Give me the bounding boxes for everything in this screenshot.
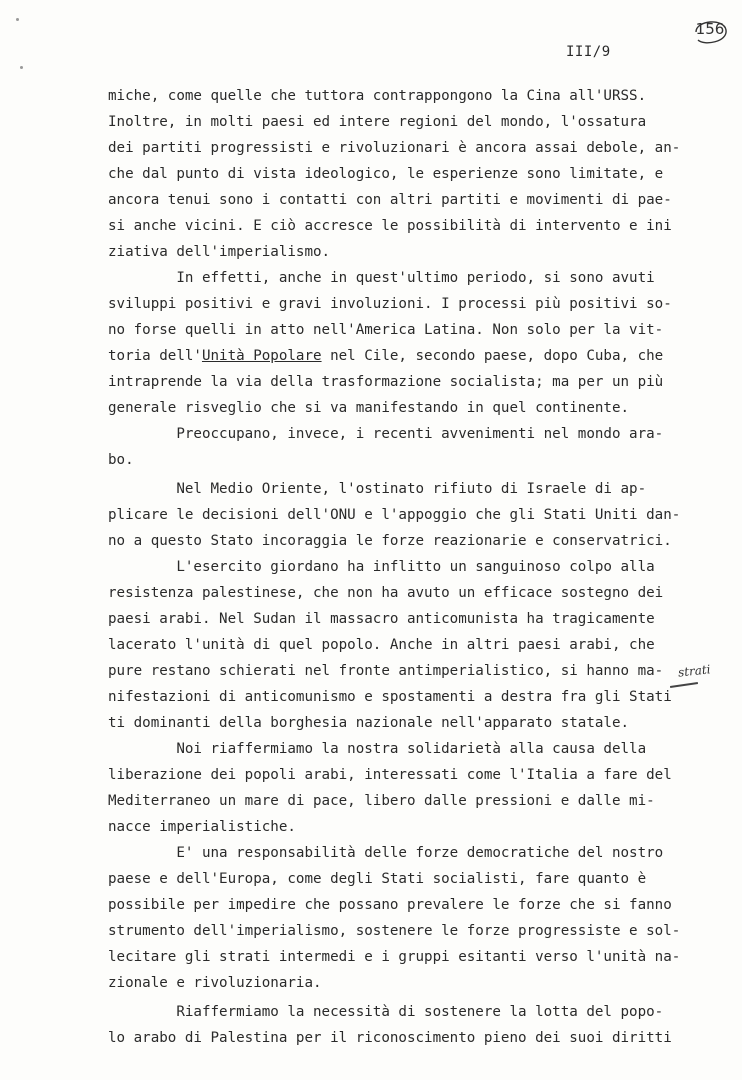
text-line: strumento dell'imperialismo, sostenere le forze progressiste e sol- [108,923,681,939]
text-line: lo arabo di Palestina per il riconoscimento pieno dei suoi diritti [108,1030,672,1046]
text-line: lacerato l'unità di quel popolo. Anche in altri paesi arabi, che [108,637,655,653]
page-number: III/9 [566,44,611,60]
text-line: intraprende la via della trasformazione socialista; ma per un più [108,374,664,390]
text-line: E' una responsabilità delle forze democratiche del nostro [108,845,664,861]
text-line: liberazione dei popoli arabi, interessati come l'Italia a fare del [108,767,672,783]
speck [20,66,23,69]
strikethrough-mark [670,682,698,688]
text-line: paese e dell'Europa, come degli Stati socialisti, fare quanto è [108,871,647,887]
text-fragment: toria dell' [108,348,202,364]
text-line: sviluppi positivi e gravi involuzioni. I processi più positivi so- [108,296,672,312]
stamp-number: 156 [695,20,725,38]
text-line: ziativa dell'imperialismo. [108,244,331,260]
text-line: generale risveglio che si va manifestando in quel continente. [108,400,630,416]
text-line: resistenza palestinese, che non ha avuto un efficace sostegno dei [108,585,664,601]
text-line: L'esercito giordano ha inflitto un sanguinoso colpo alla [108,559,655,575]
underlined-term: Unità Popolare [201,348,322,364]
text-line: nifestazioni di anticomunismo e spostamenti a destra fra gli Stati [108,689,672,705]
text-line: si anche vicini. E ciò accresce le possibilità di intervento e ini [108,218,672,234]
text-line: nacce imperialistiche. [108,819,296,835]
text-line: zionale e rivoluzionaria. [108,975,322,991]
text-line: lecitare gli strati intermedi e i gruppi esitanti verso l'unità na- [108,949,681,965]
text-line: ti dominanti della borghesia nazionale nell'apparato statale. [108,715,630,731]
text-line: Mediterraneo un mare di pace, libero dalle pressioni e dalle mi- [108,793,655,809]
text-line: dei partiti progressisti e rivoluzionari è ancora assai debole, an- [108,140,681,156]
text-line: In effetti, anche in quest'ultimo periodo, si sono avuti [108,270,655,286]
text-line: Inoltre, in molti paesi ed intere regioni del mondo, l'ossatura [108,114,647,130]
text-line: no forse quelli in atto nell'America Latina. Non solo per la vit- [108,322,664,338]
text-fragment: nel Cile, secondo paese, dopo Cuba, che [321,348,664,364]
text-line: Nel Medio Oriente, l'ostinato rifiuto di Israele di ap- [108,481,647,497]
text-line: paesi arabi. Nel Sudan il massacro anticomunista ha tragicamente [108,611,655,627]
handwritten-correction: strati [677,662,712,680]
text-line: ancora tenui sono i contatti con altri partiti e movimenti di pae- [108,192,672,208]
archive-stamp [690,14,730,50]
text-line: possibile per impedire che possano prevalere le forze che si fanno [108,897,672,913]
text-line: no a questo Stato incoraggia le forze reazionarie e conservatrici. [108,533,672,549]
text-line: Riaffermiamo la necessità di sostenere la lotta del popo- [108,1004,664,1020]
speck [16,18,19,21]
text-line: plicare le decisioni dell'ONU e l'appoggio che gli Stati Uniti dan- [108,507,681,523]
text-line: Preoccupano, invece, i recenti avvenimenti nel mondo ara- [108,426,664,442]
text-line: bo. [108,452,134,468]
text-line: pure restano schierati nel fronte antimperialistico, si hanno ma- [108,663,664,679]
text-line: che dal punto di vista ideologico, le esperienze sono limitate, e [108,166,664,182]
text-line [108,347,663,365]
text-line: Noi riaffermiamo la nostra solidarietà alla causa della [108,741,647,757]
text-line: miche, come quelle che tuttora contrappongono la Cina all'URSS. [108,88,647,104]
